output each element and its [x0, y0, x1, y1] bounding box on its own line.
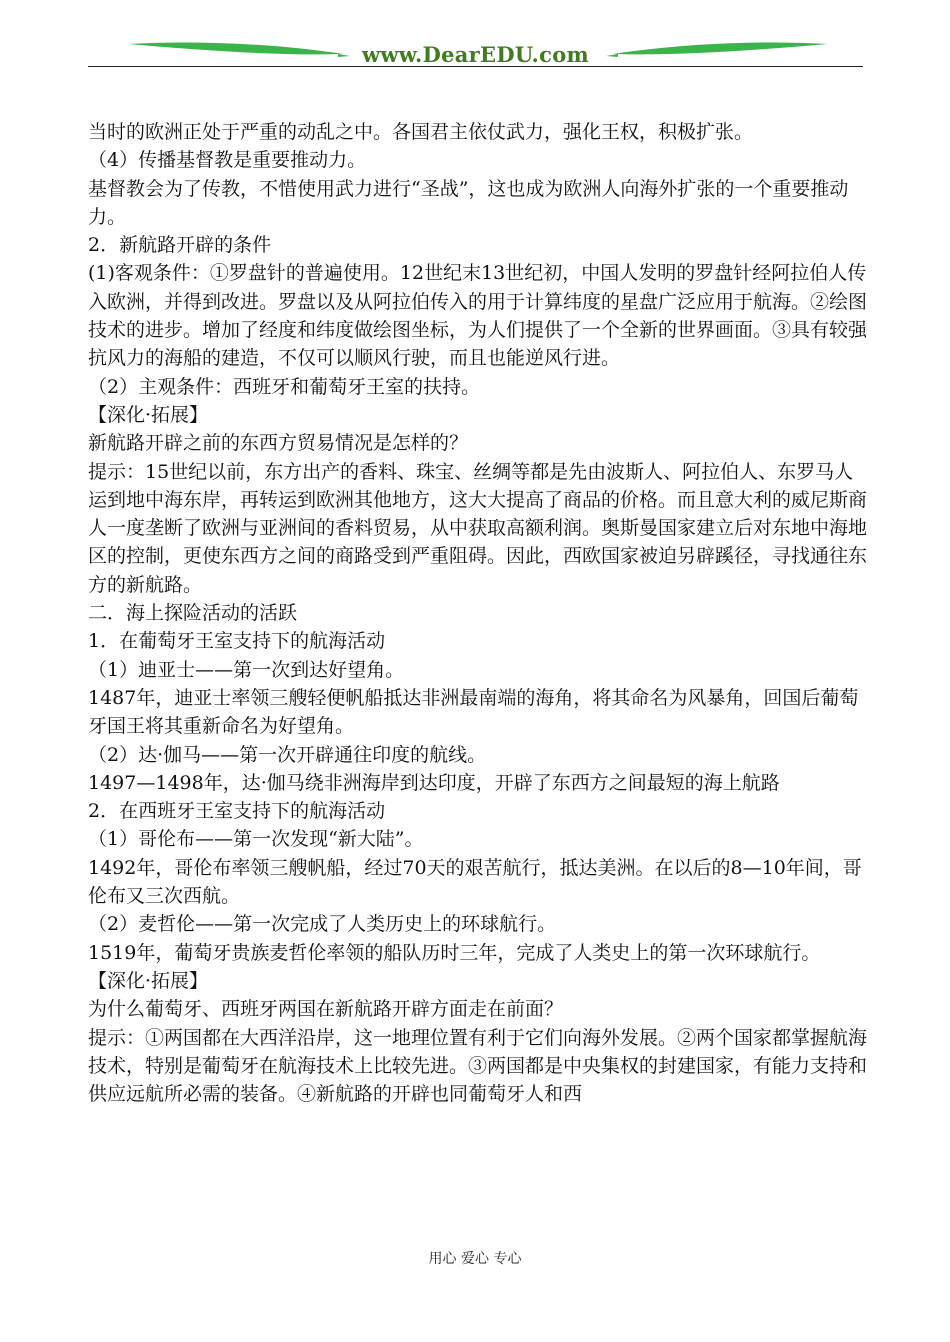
document-body	[88, 118, 868, 1108]
answer-hint: 提示：①两国都在大西洋沿岸，这一地理位置有利于它们向海外发展。②两个国家都掌握航海技术，特别是葡萄牙在航海技术上比较先进。③两国都是中央集权的封建国家，有能力支持和供应远航所必需的装备。④新航路的开辟也同葡萄牙人和西	[88, 1026, 868, 1106]
question: 为什么葡萄牙、西班牙两国在新航路开辟方面走在前面？	[88, 998, 564, 1021]
paragraph: （2）主观条件：西班牙和葡萄牙王室的扶持。	[88, 375, 481, 398]
header-divider	[88, 66, 863, 67]
extension-heading: 【深化·拓展】	[88, 403, 209, 426]
paragraph: (1)客观条件：①罗盘针的普遍使用。12世纪末13世纪初，中国人发明的罗盘针经阿拉伯人传入欧洲，并得到改进。罗盘以及从阿拉伯传入的用于计算纬度的星盘广泛应用于航海。②绘图技术的进步。增加了经度和纬度做绘图坐标，为人们提供了一个全新的世界画面。③具有较强抗风力的海船的建造，不仅可以顺风行驶，而且也能逆风行进。	[88, 262, 868, 370]
paragraph: 1497—1498年，达·伽马绕非洲海岸到达印度，开辟了东西方之间最短的海上航路	[88, 771, 780, 794]
paragraph: （2）达·伽马——第一次开辟通往印度的航线。	[88, 743, 487, 766]
paragraph: （2）麦哲伦——第一次完成了人类历史上的环球航行。	[88, 913, 557, 936]
question: 新航路开辟之前的东西方贸易情况是怎样的？	[88, 432, 469, 455]
paragraph: 当时的欧洲正处于严重的动乱之中。各国君主依仗武力，强化王权，积极扩张。	[88, 121, 754, 143]
page-footer: 用心 爱心 专心	[428, 1251, 522, 1267]
site-logo-text[interactable]: www.DearEDU.com	[361, 42, 590, 67]
section-heading: 2．新航路开辟的条件	[88, 234, 272, 257]
paragraph: （1）哥伦布——第一次发现“新大陆”。	[88, 828, 424, 851]
paragraph: （1）迪亚士——第一次到达好望角。	[88, 658, 405, 681]
paragraph: 1487年，迪亚士率领三艘轻便帆船抵达非洲最南端的海角，将其命名为风暴角，回国后葡萄牙国王将其重新命名为好望角。	[88, 686, 859, 738]
section-heading: 二．海上探险活动的活跃	[88, 602, 298, 625]
subsection-heading: 1．在葡萄牙王室支持下的航海活动	[88, 630, 386, 653]
paragraph: 1519年，葡萄牙贵族麦哲伦率领的船队历时三年，完成了人类史上的第一次环球航行。	[88, 941, 821, 964]
answer-hint: 提示：15世纪以前，东方出产的香料、珠宝、丝绸等都是先由波斯人、阿拉伯人、东罗马人运到地中海东岸，再转运到欧洲其他地方，这大大提高了商品的价格。而且意大利的威尼斯商人一度垄断了欧洲与亚洲间的香料贸易，从中获取高额利润。奥斯曼国家建立后对东地中海地区的控制，更使东西方之间的商路受到严重阻碍。因此，西欧国家被迫另辟蹊径，寻找通往东方的新航路。	[88, 460, 868, 596]
paragraph: （4）传播基督教是重要推动力。	[88, 149, 367, 172]
site-header	[88, 36, 863, 68]
extension-heading: 【深化·拓展】	[88, 969, 209, 992]
subsection-heading: 2．在西班牙王室支持下的航海活动	[88, 800, 386, 823]
paragraph: 1492年，哥伦布率领三艘帆船，经过70天的艰苦航行，抵达美洲。在以后的8—10年间，哥伦布又三次西航。	[88, 856, 862, 908]
paragraph: 基督教会为了传教，不惜使用武力进行“圣战”，这也成为欧洲人向海外扩张的一个重要推动力。	[88, 177, 849, 228]
